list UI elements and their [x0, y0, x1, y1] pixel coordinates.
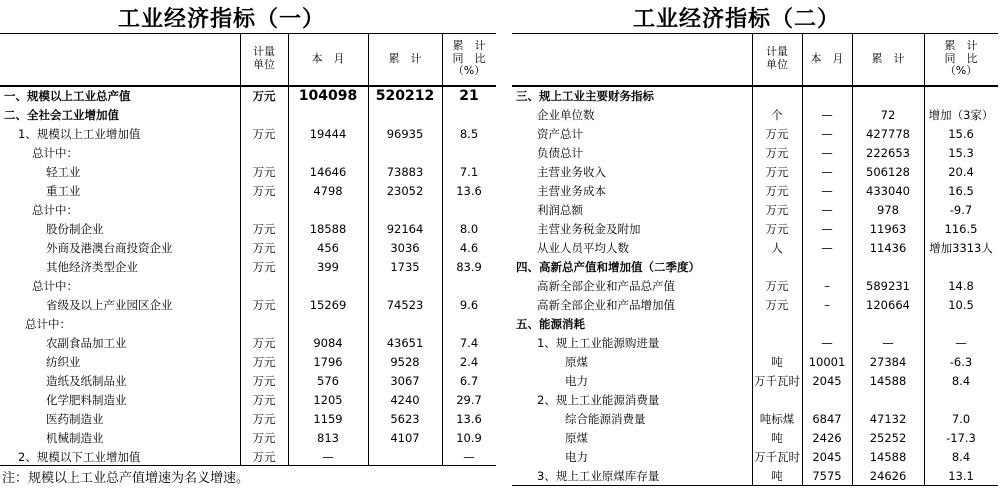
row-label: 利润总额 [537, 203, 583, 217]
row-label: 农副食品加工业 [46, 336, 127, 350]
cell-month: 456 [317, 241, 339, 255]
cell-month [802, 391, 852, 410]
cell-unit: 万元 [765, 298, 789, 312]
row-label: 纺织业 [46, 355, 81, 369]
cell-unit: 万元 [252, 336, 276, 350]
cell-month: 1205 [313, 393, 343, 407]
table-row [0, 106, 496, 125]
table-row [512, 391, 998, 410]
cell-cumulative: 47132 [869, 412, 907, 426]
header-cumulative: 累 计 [871, 51, 905, 65]
cell-cumulative: 9528 [390, 355, 420, 369]
cell-yoy: 2.4 [459, 355, 479, 369]
cell-cumulative: 23052 [386, 184, 424, 198]
table-row [0, 391, 496, 410]
cell-unit: 万元 [252, 412, 276, 426]
cell-month: — [322, 450, 334, 464]
cell-month: 813 [317, 431, 339, 445]
header-month: 本 月 [311, 51, 345, 65]
row-label: 企业单位数 [537, 108, 595, 122]
cell-cumulative: 4240 [390, 393, 420, 407]
cell-yoy [924, 315, 998, 334]
cell-cumulative [368, 277, 442, 296]
table-row [512, 87, 998, 106]
cell-yoy: 21 [459, 88, 479, 104]
cell-yoy [924, 258, 998, 277]
row-label: 五、能源消耗 [516, 317, 585, 331]
cell-unit: 万元 [765, 165, 789, 179]
cell-yoy: -9.7 [949, 203, 973, 217]
cell-cumulative [368, 315, 442, 334]
cell-cumulative [368, 201, 442, 220]
cell-yoy: 10.9 [456, 431, 482, 445]
cell-cumulative: 14588 [869, 374, 907, 388]
cell-unit: 万元 [252, 165, 276, 179]
cell-unit: 万元 [765, 146, 789, 160]
table-row [0, 277, 496, 296]
cell-unit: 万元 [252, 222, 276, 236]
cell-yoy [442, 201, 496, 220]
table-row [512, 467, 998, 486]
cell-cumulative: 1735 [390, 260, 420, 274]
row-label: 医药制造业 [46, 412, 104, 426]
table-row [512, 296, 998, 315]
cell-yoy: 9.6 [459, 298, 479, 312]
cell-yoy: 83.9 [456, 260, 482, 274]
cell-month: 576 [317, 374, 339, 388]
table-row [512, 220, 998, 239]
cell-month: 6847 [812, 412, 842, 426]
cell-cumulative: 3036 [390, 241, 420, 255]
cell-yoy [924, 87, 998, 106]
cell-unit [752, 315, 802, 334]
cell-month: – [824, 298, 830, 312]
cell-month: — [821, 146, 833, 160]
cell-yoy: 8.4 [951, 450, 971, 464]
row-label: 资产总计 [537, 127, 583, 141]
cell-unit [752, 391, 802, 410]
row-label: 总计中： [32, 203, 78, 217]
table-row [0, 182, 496, 201]
header-cumulative: 累 计 [388, 51, 422, 65]
cell-yoy: 增加3313人 [929, 241, 993, 255]
table-row [0, 87, 496, 106]
table-row [0, 372, 496, 391]
cell-yoy [442, 144, 496, 163]
row-label: 总计中： [25, 317, 71, 331]
cell-unit: 吨 [771, 469, 783, 483]
cell-cumulative: 11436 [869, 241, 907, 255]
table-row [512, 448, 998, 467]
cell-month: 399 [317, 260, 339, 274]
row-label: 轻工业 [46, 165, 81, 179]
cell-month [288, 277, 368, 296]
row-label: 主营业务税金及附加 [537, 222, 641, 236]
cell-unit [240, 201, 288, 220]
cell-month: 19444 [309, 127, 347, 141]
cell-unit: 万元 [765, 222, 789, 236]
row-label: 1、规上工业能源购进量 [537, 336, 660, 350]
cell-unit [752, 334, 802, 353]
cell-unit: 万元 [765, 127, 789, 141]
header-unit: 计量 单位 [766, 45, 788, 71]
cell-cumulative [852, 391, 924, 410]
cell-cumulative: 433040 [866, 184, 910, 198]
cell-month [288, 106, 368, 125]
cell-cumulative: 14588 [869, 450, 907, 464]
cell-month: 18588 [309, 222, 347, 236]
row-label: 电力 [565, 450, 588, 464]
table-row [512, 258, 998, 277]
row-label: 从业人员平均人数 [537, 241, 629, 255]
cell-yoy: 16.5 [948, 184, 974, 198]
left-table-title: 工业经济指标（一） [118, 6, 326, 32]
cell-month: 2045 [812, 450, 842, 464]
row-label: 负债总计 [537, 146, 583, 160]
cell-cumulative: 3067 [390, 374, 420, 388]
cell-yoy: 14.8 [948, 279, 974, 293]
cell-month: 104098 [298, 88, 358, 104]
cell-yoy: 8.0 [459, 222, 479, 236]
row-label: 重工业 [46, 184, 81, 198]
cell-unit: 万元 [252, 374, 276, 388]
cell-month: — [821, 108, 833, 122]
row-label: 外商及港澳台商投资企业 [46, 241, 173, 255]
cell-yoy [442, 315, 496, 334]
cell-unit: 万元 [765, 279, 789, 293]
table-row [512, 372, 998, 391]
cell-cumulative [368, 144, 442, 163]
cell-month: – [824, 279, 830, 293]
cell-month: 4798 [313, 184, 343, 198]
table-row [512, 353, 998, 372]
cell-cumulative: 92164 [386, 222, 424, 236]
cell-month: — [821, 203, 833, 217]
table-row [0, 125, 496, 144]
cell-yoy: 13.6 [456, 412, 482, 426]
cell-cumulative: 5623 [390, 412, 420, 426]
header-label [0, 33, 240, 85]
table-row [512, 182, 998, 201]
cell-unit: 万元 [252, 355, 276, 369]
cell-yoy: — [463, 450, 475, 464]
row-label: 主营业务成本 [537, 184, 606, 198]
header-label [512, 33, 752, 85]
cell-month: — [821, 127, 833, 141]
row-label: 二、全社会工业增加值 [4, 108, 119, 122]
cell-yoy: 8.4 [951, 374, 971, 388]
header-yoy: 累 计 同 比 （%） [452, 39, 486, 78]
row-label: 省级及以上产业园区企业 [46, 298, 173, 312]
cell-unit [240, 277, 288, 296]
cell-cumulative: 520212 [375, 88, 435, 104]
cell-yoy: -6.3 [949, 355, 973, 369]
cell-yoy: 13.1 [948, 469, 974, 483]
cell-cumulative [852, 315, 924, 334]
header-month: 本 月 [810, 51, 844, 65]
row-label: 3、规上工业原煤库存量 [537, 469, 660, 483]
cell-month: 7575 [812, 469, 842, 483]
cell-unit: 人 [771, 241, 783, 255]
cell-unit: 万千瓦时 [754, 450, 800, 464]
table-row [512, 410, 998, 429]
cell-yoy: 7.0 [951, 412, 971, 426]
table-row [512, 106, 998, 125]
cell-cumulative [368, 106, 442, 125]
row-label: 综合能源消费量 [565, 412, 646, 426]
cell-unit: 万元 [252, 450, 276, 464]
cell-month [802, 258, 852, 277]
cell-cumulative: — [882, 336, 894, 350]
cell-month: 10001 [808, 355, 846, 369]
cell-month [288, 201, 368, 220]
cell-yoy: 10.5 [948, 298, 974, 312]
cell-cumulative: 72 [880, 108, 896, 122]
table-row [512, 277, 998, 296]
cell-unit: 万千瓦时 [754, 374, 800, 388]
cell-yoy: -17.3 [946, 431, 976, 445]
footnote: 注：规模以上工业总产值增速为名义增速。 [2, 471, 250, 486]
table-row [0, 201, 496, 220]
cell-cumulative [368, 448, 442, 467]
row-label: 四、高新总产值和增加值（二季度） [516, 260, 700, 274]
cell-yoy: 15.3 [948, 146, 974, 160]
cell-month: — [821, 165, 833, 179]
cell-unit: 个 [771, 108, 783, 122]
table-row [0, 448, 496, 467]
table-row [0, 315, 496, 334]
cell-month: 2045 [812, 374, 842, 388]
cell-yoy: 8.5 [459, 127, 479, 141]
cell-unit [752, 87, 802, 106]
row-label: 2、规上工业能源消费量 [537, 393, 660, 407]
table-row [512, 125, 998, 144]
cell-unit: 吨 [771, 431, 783, 445]
row-label: 2、规模以下工业增加值 [18, 450, 141, 464]
cell-yoy: 7.4 [459, 336, 479, 350]
cell-unit [240, 106, 288, 125]
cell-yoy: 6.7 [459, 374, 479, 388]
cell-cumulative: 506128 [866, 165, 910, 179]
cell-month: 9084 [313, 336, 343, 350]
table-row [512, 315, 998, 334]
table-row [0, 144, 496, 163]
row-label: 化学肥料制造业 [46, 393, 127, 407]
table-row [0, 296, 496, 315]
cell-unit: 万元 [765, 184, 789, 198]
cell-unit: 万元 [252, 298, 276, 312]
cell-unit [240, 315, 288, 334]
cell-unit: 万元 [765, 203, 789, 217]
row-label: 电力 [565, 374, 588, 388]
row-label: 1、规模以上工业增加值 [18, 127, 141, 141]
cell-month [802, 87, 852, 106]
table-row [512, 429, 998, 448]
cell-yoy: — [955, 336, 967, 350]
table-row [0, 429, 496, 448]
cell-unit: 万元 [252, 184, 276, 198]
cell-cumulative [852, 258, 924, 277]
cell-month: 15269 [309, 298, 347, 312]
cell-unit: 万元 [252, 241, 276, 255]
cell-cumulative: 589231 [866, 279, 910, 293]
table-row [0, 220, 496, 239]
table-row [0, 163, 496, 182]
cell-cumulative: 24626 [869, 469, 907, 483]
table-row [512, 144, 998, 163]
row-label: 主营业务收入 [537, 165, 606, 179]
table-row [0, 410, 496, 429]
cell-yoy: 增加（3家） [928, 108, 994, 122]
cell-unit: 万元 [252, 431, 276, 445]
cell-yoy: 116.5 [944, 222, 978, 236]
cell-cumulative [852, 87, 924, 106]
header-unit: 计量 单位 [253, 45, 275, 71]
cell-unit: 吨标煤 [759, 412, 795, 426]
cell-yoy: 15.6 [948, 127, 974, 141]
row-label: 总计中： [32, 146, 78, 160]
row-label: 高新全部企业和产品总产值 [537, 279, 675, 293]
row-label: 高新全部企业和产品增加值 [537, 298, 675, 312]
table-row [512, 239, 998, 258]
row-label: 原煤 [565, 431, 588, 445]
row-label: 总计中： [32, 279, 78, 293]
cell-yoy: 29.7 [456, 393, 482, 407]
cell-cumulative: 978 [877, 203, 899, 217]
right-indicator-table [512, 33, 998, 485]
cell-month: 14646 [309, 165, 347, 179]
row-label: 股份制企业 [46, 222, 104, 236]
left-indicator-table [0, 33, 496, 465]
cell-cumulative: 25252 [869, 431, 907, 445]
cell-unit: 万元 [252, 127, 276, 141]
cell-month [802, 315, 852, 334]
row-label: 原煤 [565, 355, 588, 369]
cell-month [288, 144, 368, 163]
cell-month: 1159 [313, 412, 343, 426]
cell-unit [752, 258, 802, 277]
right-table-title: 工业经济指标（二） [633, 6, 841, 32]
cell-unit: 万元 [252, 260, 276, 274]
cell-yoy: 13.6 [456, 184, 482, 198]
cell-cumulative: 27384 [869, 355, 907, 369]
cell-unit: 万元 [252, 393, 276, 407]
row-label: 三、规上工业主要财务指标 [516, 89, 654, 103]
table-row [0, 353, 496, 372]
cell-yoy: 20.4 [948, 165, 974, 179]
cell-cumulative: 4107 [390, 431, 420, 445]
cell-yoy: 4.6 [459, 241, 479, 255]
cell-month: — [821, 336, 833, 350]
cell-cumulative: 74523 [386, 298, 424, 312]
table-row [512, 201, 998, 220]
row-label: 机械制造业 [46, 431, 104, 445]
cell-yoy [442, 106, 496, 125]
cell-unit [240, 144, 288, 163]
cell-yoy [924, 391, 998, 410]
cell-month [288, 315, 368, 334]
cell-unit: 万元 [252, 89, 276, 103]
row-label: 其他经济类型企业 [46, 260, 138, 274]
row-label: 造纸及纸制品业 [46, 374, 127, 388]
table-row [512, 163, 998, 182]
cell-cumulative: 43651 [386, 336, 424, 350]
table-row [0, 334, 496, 353]
cell-cumulative: 120664 [866, 298, 910, 312]
cell-cumulative: 11963 [869, 222, 907, 236]
cell-unit: 吨 [771, 355, 783, 369]
table-row [512, 334, 998, 353]
cell-month: — [821, 184, 833, 198]
cell-yoy: 7.1 [459, 165, 479, 179]
cell-month: — [821, 222, 833, 236]
cell-cumulative: 96935 [386, 127, 424, 141]
row-label: 一、规模以上工业总产值 [4, 89, 131, 103]
header-yoy: 累 计 同 比 （%） [944, 39, 978, 78]
cell-cumulative: 222653 [866, 146, 910, 160]
cell-cumulative: 73883 [386, 165, 424, 179]
cell-month: — [821, 241, 833, 255]
table-row [0, 239, 496, 258]
cell-month: 1796 [313, 355, 343, 369]
cell-cumulative: 427778 [866, 127, 910, 141]
cell-month: 2426 [812, 431, 842, 445]
table-row [0, 258, 496, 277]
cell-yoy [442, 277, 496, 296]
